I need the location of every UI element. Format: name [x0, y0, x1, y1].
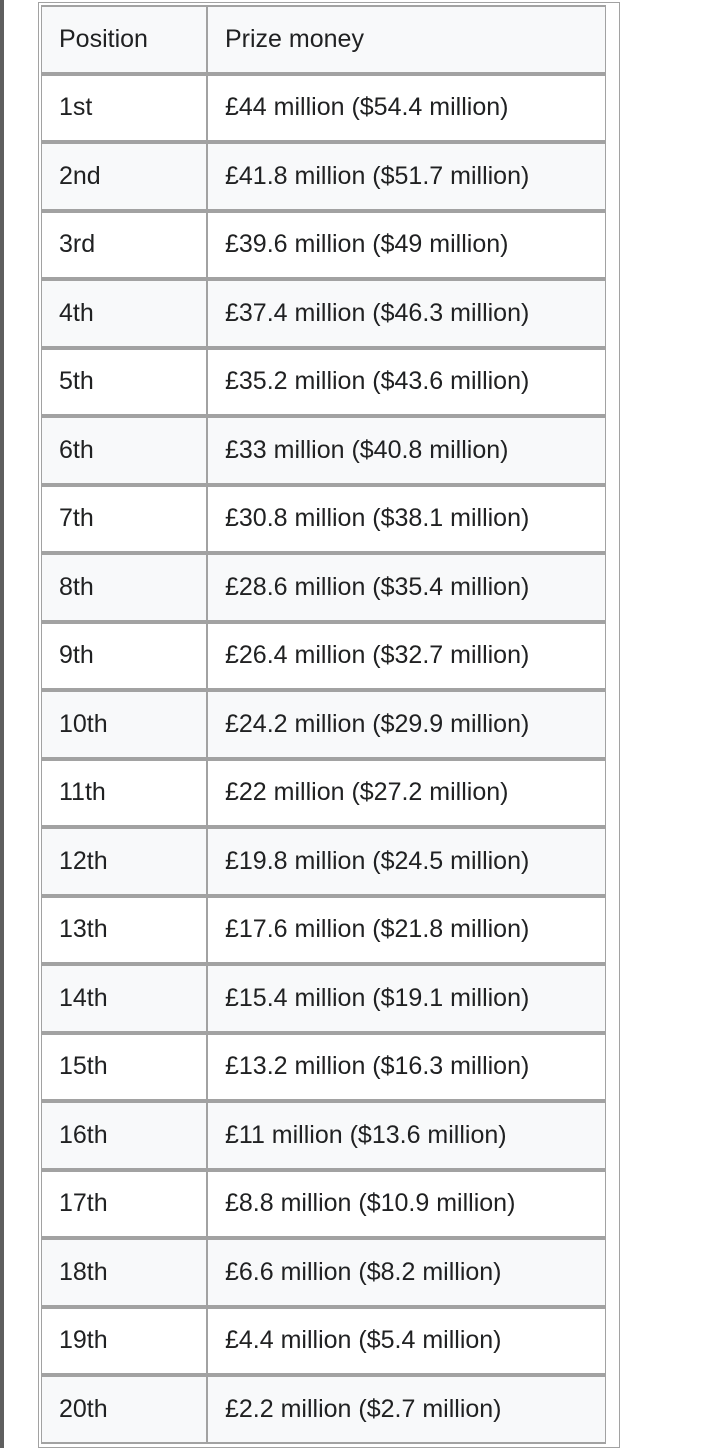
table-row [41, 1375, 606, 1444]
position-cell: 19th [41, 1307, 207, 1376]
prize-money-table [41, 5, 606, 1444]
position-cell: 15th [41, 1033, 207, 1102]
position-cell: 12th [41, 827, 207, 896]
table-row [41, 759, 606, 828]
table-row [41, 553, 606, 622]
prize-money-cell: £44 million ($54.4 million) [207, 74, 606, 143]
table-row [41, 1307, 606, 1376]
position-cell: 9th [41, 622, 207, 691]
prize-money-cell: £8.8 million ($10.9 million) [207, 1170, 606, 1239]
prize-money-cell: £22 million ($27.2 million) [207, 759, 606, 828]
position-cell: 11th [41, 759, 207, 828]
table-row [41, 1033, 606, 1102]
prize-money-cell: £41.8 million ($51.7 million) [207, 142, 606, 211]
position-cell: 20th [41, 1375, 207, 1444]
table-row [41, 1101, 606, 1170]
position-cell: 6th [41, 416, 207, 485]
position-cell: 4th [41, 279, 207, 348]
table-row [41, 74, 606, 143]
table-row [41, 964, 606, 1033]
prize-money-cell: £28.6 million ($35.4 million) [207, 553, 606, 622]
prize-money-cell: £24.2 million ($29.9 million) [207, 690, 606, 759]
prize-money-cell: £19.8 million ($24.5 million) [207, 827, 606, 896]
table-row [41, 896, 606, 965]
prize-money-cell: £17.6 million ($21.8 million) [207, 896, 606, 965]
position-cell: 16th [41, 1101, 207, 1170]
table-row [41, 1238, 606, 1307]
table-row [41, 211, 606, 280]
prize-money-cell: £6.6 million ($8.2 million) [207, 1238, 606, 1307]
position-cell: 10th [41, 690, 207, 759]
table-row [41, 142, 606, 211]
position-cell: 17th [41, 1170, 207, 1239]
table-row [41, 690, 606, 759]
position-cell: 14th [41, 964, 207, 1033]
prize-money-cell: £35.2 million ($43.6 million) [207, 348, 606, 417]
table-row [41, 348, 606, 417]
position-cell: 13th [41, 896, 207, 965]
table-header-row [41, 5, 606, 74]
position-cell: 2nd [41, 142, 207, 211]
window-edge [0, 0, 4, 1448]
prize-money-cell: £30.8 million ($38.1 million) [207, 485, 606, 554]
table-row [41, 827, 606, 896]
prize-money-cell: £26.4 million ($32.7 million) [207, 622, 606, 691]
prize-money-cell: £4.4 million ($5.4 million) [207, 1307, 606, 1376]
table-row [41, 279, 606, 348]
prize-money-cell: £11 million ($13.6 million) [207, 1101, 606, 1170]
table-row [41, 1170, 606, 1239]
table-row [41, 622, 606, 691]
table-body [41, 74, 606, 1444]
table-row [41, 485, 606, 554]
prize-money-cell: £39.6 million ($49 million) [207, 211, 606, 280]
position-cell: 5th [41, 348, 207, 417]
position-cell: 3rd [41, 211, 207, 280]
prize-money-cell: £15.4 million ($19.1 million) [207, 964, 606, 1033]
prize-money-cell: £13.2 million ($16.3 million) [207, 1033, 606, 1102]
prize-money-cell: £2.2 million ($2.7 million) [207, 1375, 606, 1444]
position-cell: 8th [41, 553, 207, 622]
position-cell: 1st [41, 74, 207, 143]
column-header-prize-money: Prize money [207, 5, 606, 74]
position-cell: 18th [41, 1238, 207, 1307]
table-row [41, 416, 606, 485]
prize-money-table-container [38, 2, 620, 1448]
prize-money-cell: £33 million ($40.8 million) [207, 416, 606, 485]
prize-money-cell: £37.4 million ($46.3 million) [207, 279, 606, 348]
position-cell: 7th [41, 485, 207, 554]
column-header-position: Position [41, 5, 207, 74]
